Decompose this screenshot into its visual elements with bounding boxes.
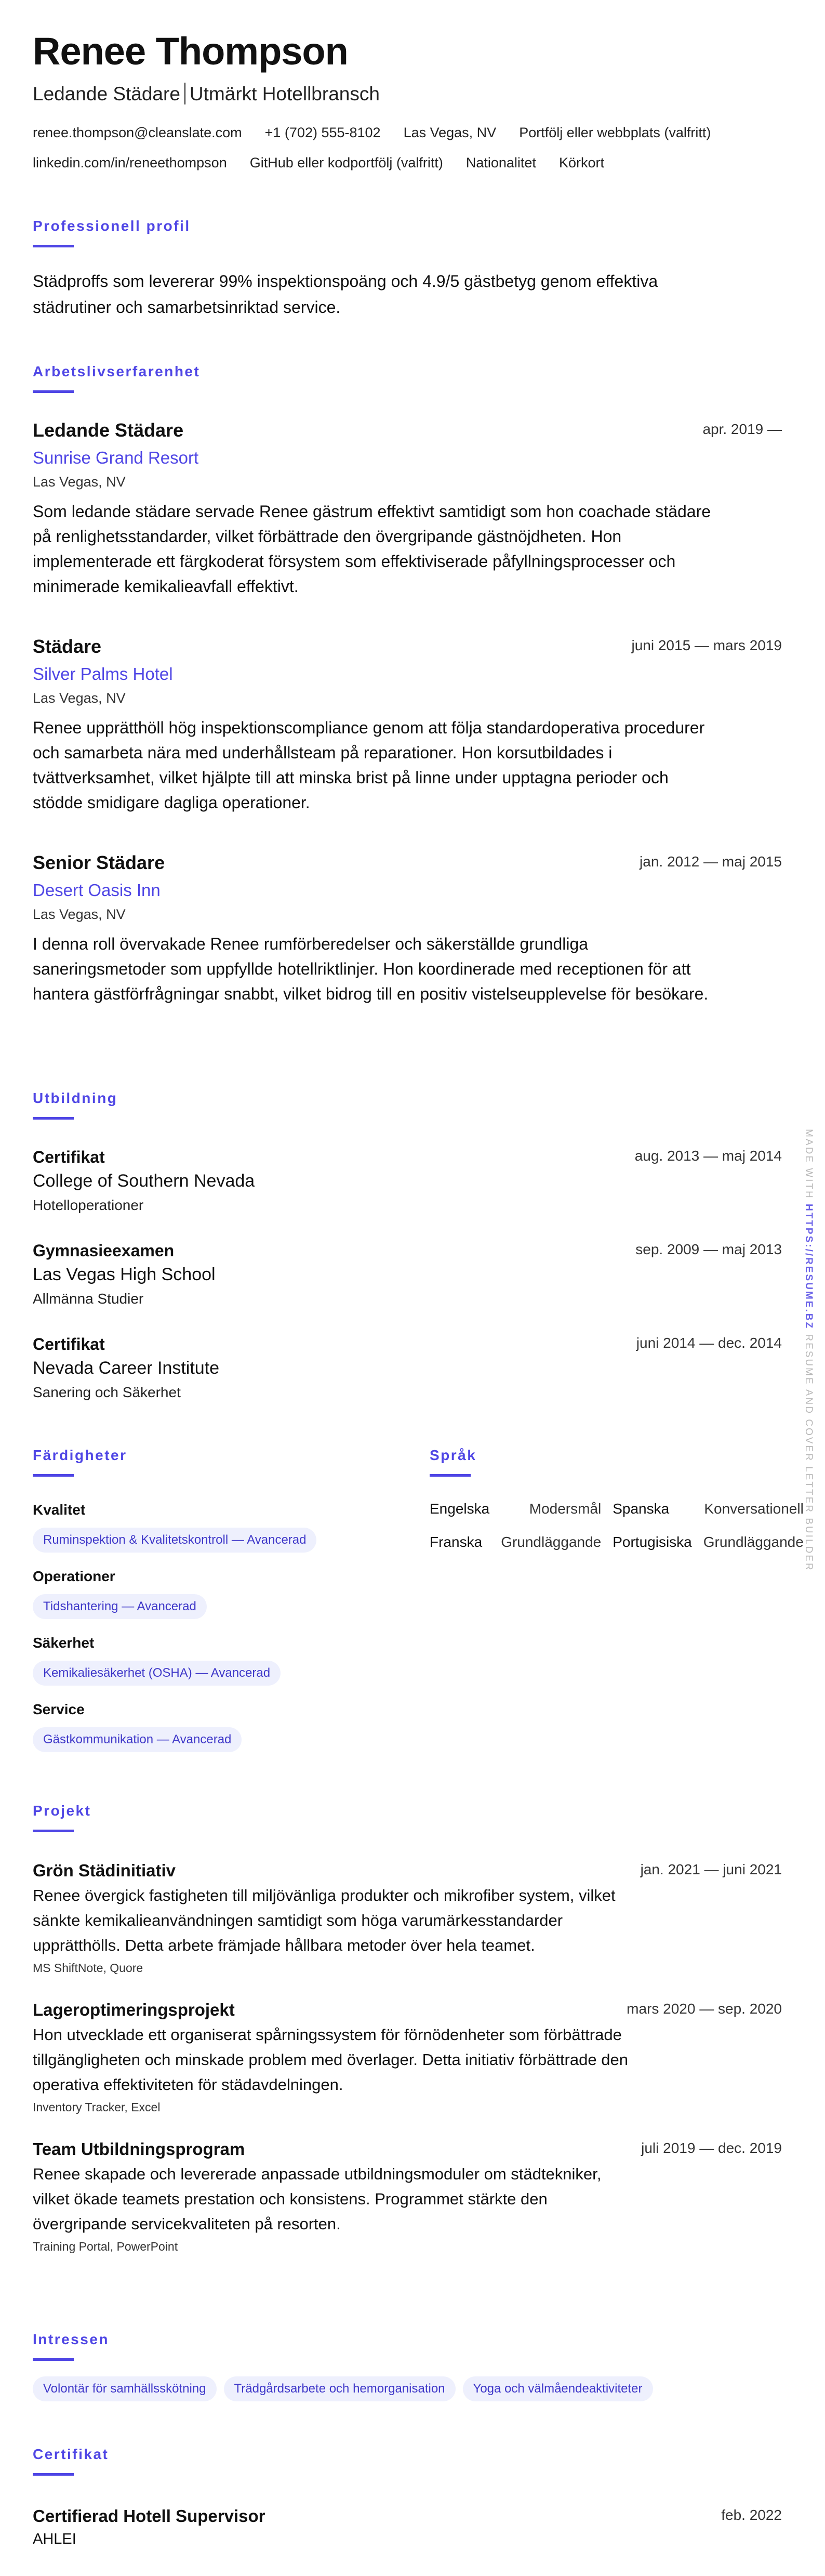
job-date: jan. 2012 — maj 2015 xyxy=(640,853,782,870)
project-title: Lageroptimeringsprojekt xyxy=(33,2000,235,2019)
interest-chip: Trädgårdsarbete och hemorganisation xyxy=(224,2376,456,2401)
project-date: jan. 2021 — juni 2021 xyxy=(640,1861,782,1877)
contact-nationality: Nationalitet xyxy=(465,155,536,170)
education-entry xyxy=(33,1333,782,1404)
language-level: Grundläggande xyxy=(501,1534,602,1550)
job-description: Som ledande städare servade Renee gästrum effektivt samtidigt som hon coachade städare på renlighetsstandarder, vilket förbättrade den övergripande gästnöjdheten. Hon implementerade ett färgkoderat försystem som effektiviserade påfyllningsprocesser och minimerade kemikalieavfall effektivt. xyxy=(33,502,711,596)
contact-portfolio[interactable]: Portfölj eller webbplats (valfritt) xyxy=(519,125,711,140)
certificates-section xyxy=(33,2446,782,2551)
section-heading: Projekt xyxy=(33,1803,91,1819)
certificate-name: Certifierad Hotell Supervisor xyxy=(33,2506,265,2526)
job-location: Las Vegas, NV xyxy=(33,690,126,706)
project-tech: Inventory Tracker, Excel xyxy=(33,2100,161,2114)
job-location: Las Vegas, NV xyxy=(33,474,126,490)
title-role: Ledande Städare xyxy=(33,83,180,104)
interest-chips xyxy=(33,2376,660,2401)
contact-github[interactable]: GitHub eller kodportfölj (valfritt) xyxy=(249,155,443,170)
language-name: Engelska xyxy=(430,1501,490,1517)
certificate-date: feb. 2022 xyxy=(721,2507,782,2523)
education-date: aug. 2013 — maj 2014 xyxy=(634,1148,782,1164)
skill-chip: Gästkommunikation — Avancerad xyxy=(33,1727,242,1752)
skill-category-name: Operationer xyxy=(33,1568,115,1584)
section-heading: Färdigheter xyxy=(33,1447,127,1463)
skill-category xyxy=(33,1500,324,1553)
education-entry xyxy=(33,1239,782,1311)
heading-underline xyxy=(33,390,74,393)
contact-location: Las Vegas, NV xyxy=(403,125,497,140)
profile-section xyxy=(33,218,724,320)
section-heading: Professionell profil xyxy=(33,218,191,234)
heading-underline xyxy=(33,1117,74,1120)
education-field: Allmänna Studier xyxy=(33,1291,144,1307)
watermark xyxy=(803,1129,814,1572)
section-heading: Språk xyxy=(430,1447,477,1463)
skill-category xyxy=(33,1699,324,1752)
job-description: Renee upprätthöll hög inspektionscompliance genom att följa standardoperativa procedurer och samarbeta nära med underhållsteam på reparationer. Hon korsutbildades i tvättverksamhet, vilket hjälpte till att minska brist på linne under upptagna perioder och stödde smidigare dagliga operationer. xyxy=(33,718,705,812)
project-entry xyxy=(33,1859,782,1978)
job-date: apr. 2019 — xyxy=(702,421,782,437)
heading-underline xyxy=(33,2473,74,2476)
heading-underline xyxy=(33,245,74,247)
project-entry xyxy=(33,1999,782,2117)
skill-category-name: Service xyxy=(33,1701,85,1717)
heading-underline xyxy=(33,2358,74,2361)
education-date: juni 2014 — dec. 2014 xyxy=(636,1335,782,1351)
project-description: Renee skapade och levererade anpassade utbildningsmoduler om städtekniker, vilket ökade teamets prestation och konsistens. Programmet stärkte den övergripande servicekvaliteten på resorten. xyxy=(33,2165,602,2233)
project-title: Grön Städinitiativ xyxy=(33,1861,176,1880)
skill-category-name: Säkerhet xyxy=(33,1635,95,1651)
heading-underline xyxy=(33,1830,74,1832)
language-row xyxy=(430,1492,815,1526)
section-heading: Utbildning xyxy=(33,1090,118,1106)
contact-license: Körkort xyxy=(558,155,604,170)
job-title: Städare xyxy=(33,636,102,657)
education-degree: Certifikat xyxy=(33,1148,105,1166)
heading-underline xyxy=(33,1474,74,1477)
job-entry xyxy=(33,851,782,1006)
skill-chip: Kemikaliesäkerhet (OSHA) — Avancerad xyxy=(33,1661,281,1686)
contact-linkedin[interactable]: linkedin.com/in/reneethompson xyxy=(33,155,227,170)
project-entry xyxy=(33,2138,782,2256)
languages-table xyxy=(430,1492,815,1559)
title-divider xyxy=(184,83,185,104)
skill-chip: Ruminspektion & Kvalitetskontroll — Avancerad xyxy=(33,1528,316,1553)
watermark-suffix: RESUME AND COVER LETTER BUILDER xyxy=(803,1334,814,1572)
project-title: Team Utbildningsprogram xyxy=(33,2139,245,2159)
experience-section xyxy=(33,363,782,1006)
watermark-prefix: MADE WITH xyxy=(803,1129,814,1200)
job-company: Silver Palms Hotel xyxy=(33,664,173,684)
contact-row-2 xyxy=(33,155,796,171)
education-date: sep. 2009 — maj 2013 xyxy=(635,1241,782,1257)
job-title: Senior Städare xyxy=(33,852,165,873)
language-level: Modersmål xyxy=(529,1501,602,1517)
title-tagline: Utmärkt Hotellbransch xyxy=(189,83,380,104)
language-row xyxy=(430,1526,815,1559)
language-name: Spanska xyxy=(613,1501,670,1517)
contact-phone[interactable]: +1 (702) 555-8102 xyxy=(264,125,381,140)
interest-chip: Volontär för samhällsskötning xyxy=(33,2376,217,2401)
contact-email[interactable]: renee.thompson@cleanslate.com xyxy=(33,125,242,140)
language-level: Konversationell xyxy=(704,1501,804,1517)
education-field: Hotelloperationer xyxy=(33,1197,144,1213)
skill-category xyxy=(33,1633,324,1686)
job-location: Las Vegas, NV xyxy=(33,906,126,922)
education-degree: Gymnasieexamen xyxy=(33,1241,175,1260)
education-section xyxy=(33,1090,782,1404)
watermark-link[interactable]: HTTPS://RESUME.BZ xyxy=(803,1204,814,1330)
job-company: Sunrise Grand Resort xyxy=(33,448,199,467)
skills-section xyxy=(33,1447,324,1752)
contact-row-1 xyxy=(33,125,796,141)
project-description: Hon utvecklade ett organiserat spårningssystem för förnödenheter som förbättrade tillgängligheten och minskade problem med överlager. Detta initiativ förbättrade den operativa effektiviteten för städavdelningen. xyxy=(33,2026,628,2094)
education-school: Las Vegas High School xyxy=(33,1265,216,1284)
job-title: Ledande Städare xyxy=(33,419,184,441)
job-entry xyxy=(33,419,782,599)
project-tech: Training Portal, PowerPoint xyxy=(33,2240,178,2253)
education-field: Sanering och Säkerhet xyxy=(33,1384,181,1400)
languages-section xyxy=(430,1447,815,1559)
candidate-title xyxy=(33,82,380,106)
project-date: mars 2020 — sep. 2020 xyxy=(627,2001,782,2017)
certificate-entry xyxy=(33,2505,782,2551)
project-date: juli 2019 — dec. 2019 xyxy=(641,2140,782,2156)
section-heading: Intressen xyxy=(33,2331,109,2347)
job-date: juni 2015 — mars 2019 xyxy=(631,637,782,653)
language-level: Grundläggande xyxy=(703,1534,804,1550)
interests-section xyxy=(33,2331,660,2401)
project-description: Renee övergick fastigheten till miljövänliga produkter och mikrofiber system, vilket sänkte kemikalieanvändningen samtidigt som höga varumärkesstandarder upprätthölls. Detta arbete främjade hållbara metoder över hela teamet. xyxy=(33,1886,616,1954)
profile-summary: Städproffs som levererar 99% inspektionspoäng och 4.9/5 gästbetyg genom effektiva städrutiner och samarbetsinriktad service. xyxy=(33,272,658,317)
skill-category-name: Kvalitet xyxy=(33,1502,86,1518)
section-heading: Arbetslivserfarenhet xyxy=(33,363,201,379)
job-description: I denna roll övervakade Renee rumförberedelser och säkerställde grundliga saneringsmetoder som uppfyllde hotellriktlinjer. Hon koordinerade med receptionen för att hantera gästförfrågningar snabbt, vilket bidrog till en positiv vistelseupplevelse för besökare. xyxy=(33,935,709,1003)
job-entry xyxy=(33,635,782,815)
language-name: Portugisiska xyxy=(613,1534,692,1550)
education-degree: Certifikat xyxy=(33,1335,105,1353)
candidate-name: Renee Thompson xyxy=(33,30,348,73)
skill-category xyxy=(33,1566,324,1619)
section-heading: Certifikat xyxy=(33,2446,109,2462)
project-tech: MS ShiftNote, Quore xyxy=(33,1961,143,1975)
education-school: Nevada Career Institute xyxy=(33,1358,220,1378)
education-school: College of Southern Nevada xyxy=(33,1171,255,1191)
projects-section xyxy=(33,1803,782,2256)
education-entry xyxy=(33,1146,782,1217)
heading-underline xyxy=(430,1474,471,1477)
language-name: Franska xyxy=(430,1534,483,1550)
job-company: Desert Oasis Inn xyxy=(33,880,161,900)
certificate-issuer: AHLEI xyxy=(33,2531,76,2547)
interest-chip: Yoga och välmåendeaktiviteter xyxy=(463,2376,653,2401)
skill-chip: Tidshantering — Avancerad xyxy=(33,1594,207,1619)
